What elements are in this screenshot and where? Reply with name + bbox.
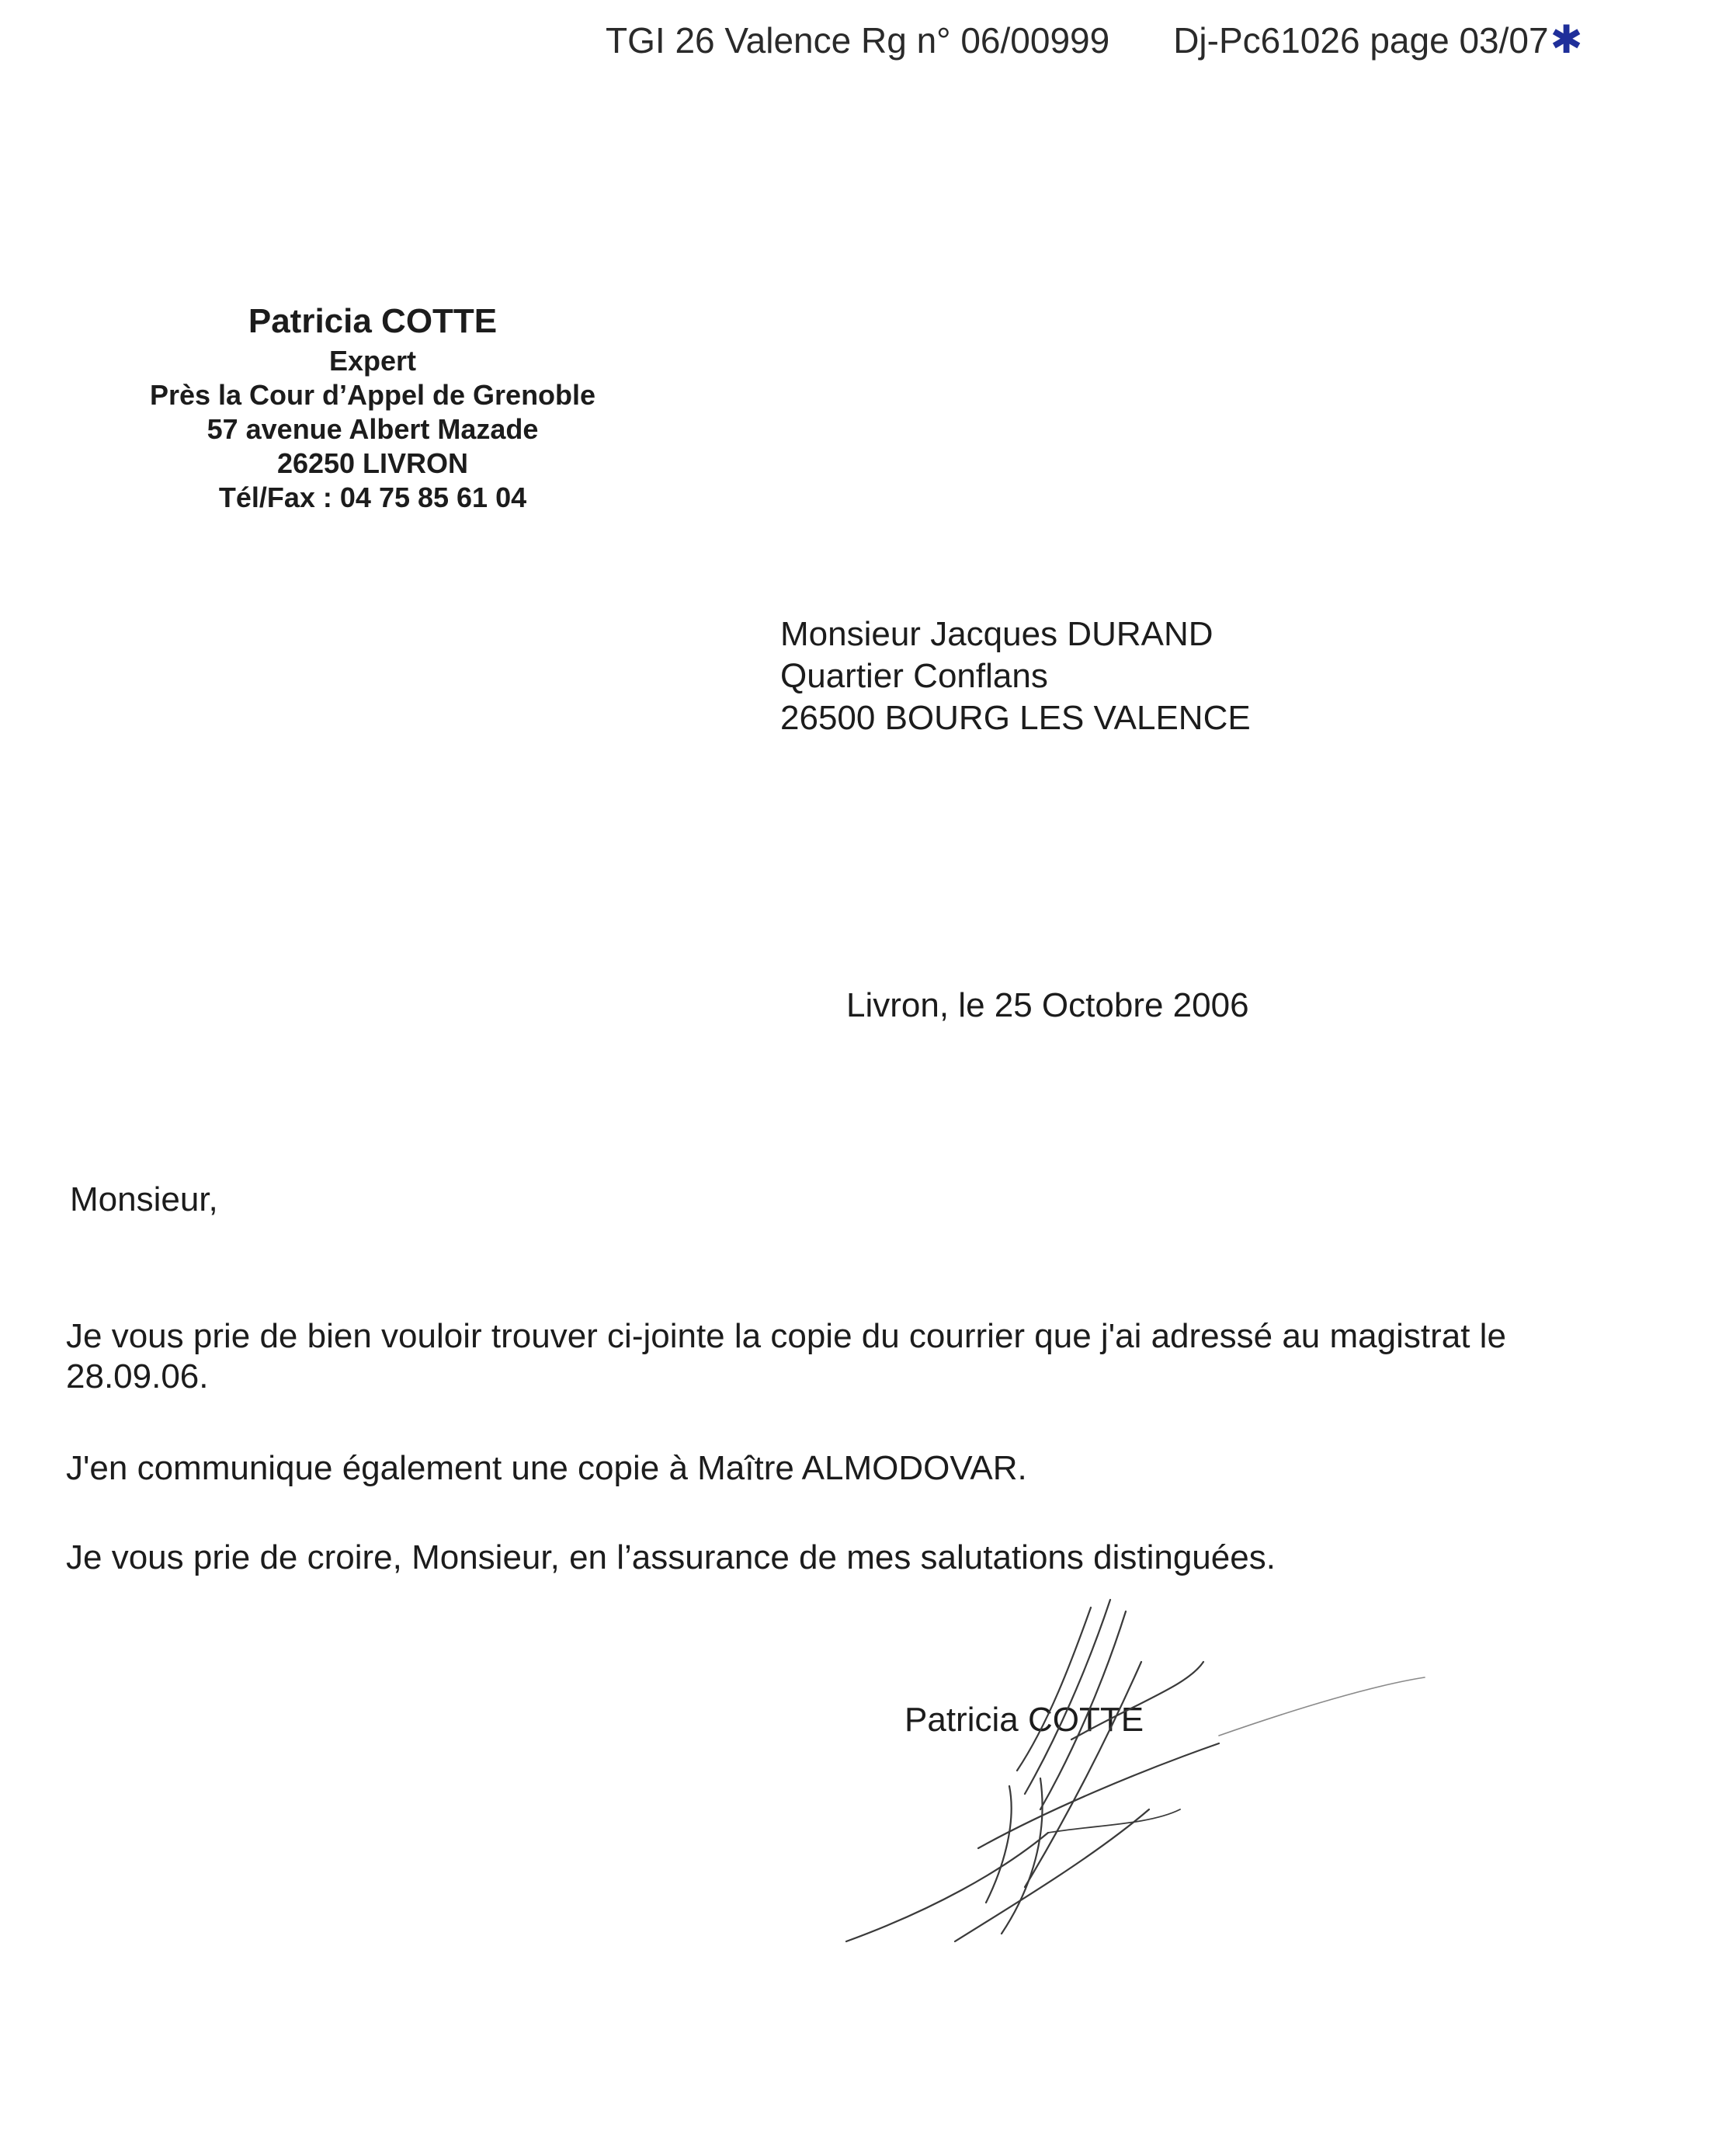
sender-court: Près la Cour d’Appel de Grenoble [149, 379, 596, 411]
handwritten-signature [815, 1576, 1452, 1965]
page-reference: Dj-Pc61026 page 03/07 [1173, 20, 1549, 61]
body-paragraph-2: J'en communique également une copie à Maître ALMODOVAR. [66, 1449, 1027, 1487]
recipient-street: Quartier Conflans [780, 657, 1048, 695]
sender-letterhead [93, 299, 652, 515]
body-paragraph-3: Je vous prie de croire, Monsieur, en l’assurance de mes salutations distinguées. [66, 1538, 1276, 1576]
sender-street: 57 avenue Albert Mazade [207, 413, 539, 445]
case-reference: TGI 26 Valence Rg n° 06/00999 [606, 20, 1110, 61]
sender-name: Patricia COTTE [248, 302, 498, 340]
recipient-city: 26500 BOURG LES VALENCE [780, 699, 1251, 737]
recipient-address [780, 613, 1251, 739]
salutation: Monsieur, [70, 1180, 218, 1218]
document-reference-header [606, 17, 1582, 62]
letter-date: Livron, le 25 Octobre 2006 [846, 986, 1249, 1024]
recipient-name: Monsieur Jacques DURAND [780, 615, 1213, 653]
sender-city: 26250 LIVRON [276, 447, 469, 479]
body-paragraph-1: Je vous prie de bien vouloir trouver ci-jointe la copie du courrier que j'ai adressé au magistrat le 28.09.06. [66, 1317, 1506, 1395]
sender-title: Expert [328, 345, 417, 377]
sender-phone: Tél/Fax : 04 75 85 61 04 [218, 481, 527, 513]
signer-name: Patricia COTTE [904, 1701, 1144, 1739]
handwritten-mark: ✱ [1550, 17, 1583, 62]
